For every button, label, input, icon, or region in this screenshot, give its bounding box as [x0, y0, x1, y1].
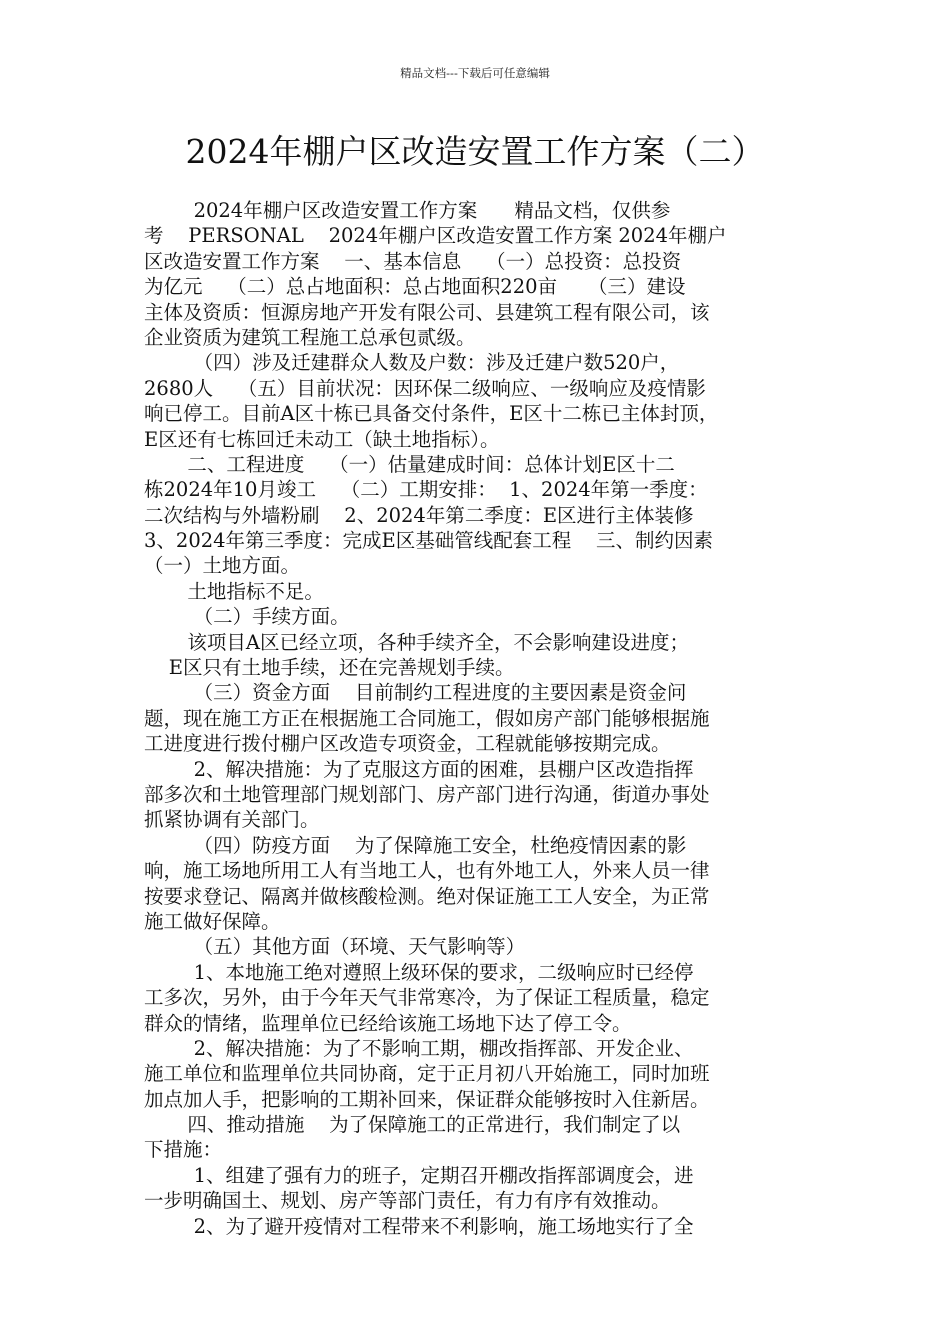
text-line: （二）手续方面。 — [144, 605, 350, 629]
text-line: 该项目A区已经立项，各种手续齐全，不会影响建设进度； — [144, 630, 689, 654]
text-line: 响已停工。目前A区十栋已具备交付条件，E区十二栋已主体封顶， — [144, 402, 719, 426]
text-line: 企业资质为建筑工程施工总承包贰级。 — [144, 325, 476, 349]
text-line: 工进度进行拨付棚户区改造专项资金，工程就能够按期完成。 — [144, 732, 671, 756]
text-line: 施工单位和监理单位共同协商，定于正月初八开始施工，同时加班 — [144, 1062, 710, 1086]
text-line: 二次结构与外墙粉刷 2、2024年第二季度：E区进行主体装修 — [144, 503, 694, 527]
text-line: 考 PERSONAL 2024年棚户区改造安置工作方案 2024年棚户 — [144, 224, 727, 248]
text-line: E区只有土地手续，还在完善规划手续。 — [144, 656, 515, 680]
document-body — [144, 198, 812, 1239]
text-line: （五）其他方面（环境、天气影响等） — [144, 935, 526, 959]
text-line: 群众的情绪，监理单位已经给该施工场地下达了停工令。 — [144, 1011, 632, 1035]
text-line: 1、本地施工绝对遵照上级环保的要求，二级响应时已经停 — [144, 960, 694, 984]
text-line: 3、2024年第三季度：完成E区基础管线配套工程 三、制约因素 — [144, 529, 714, 553]
text-line: 加点加人手，把影响的工期补回来，保证群众能够按时入住新居。 — [144, 1087, 710, 1111]
text-line: E区还有七栋回迁未动工（缺土地指标）。 — [144, 427, 500, 451]
text-line: （四）涉及迁建群众人数及户数：涉及迁建户数520户， — [144, 351, 680, 375]
text-line: 抓紧协调有关部门。 — [144, 808, 320, 832]
text-line: 按要求登记、隔离并做核酸检测。绝对保证施工工人安全，为正常 — [144, 884, 710, 908]
text-line: （一）土地方面。 — [144, 554, 301, 578]
document-title: 2024年棚户区改造安置工作方案（二） — [185, 132, 765, 171]
text-line: 土地指标不足。 — [144, 579, 324, 603]
text-line: （四）防疫方面 为了保障施工安全，杜绝疫情因素的影 — [144, 833, 687, 857]
text-line: 2024年棚户区改造安置工作方案 精品文档，仅供参 — [144, 199, 671, 222]
text-line: 2、解决措施：为了克服这方面的困难，县棚户区改造指挥 — [144, 757, 694, 781]
text-line: 四、推动措施 为了保障施工的正常进行，我们制定了以 — [144, 1113, 681, 1137]
text-line: 题，现在施工方正在根据施工合同施工，假如房产部门能够根据施 — [144, 706, 710, 730]
text-line: 2680人 （五）目前状况：因环保二级响应、一级响应及疫情影 — [144, 376, 706, 400]
text-line: 栋2024年10月竣工 （二）工期安排： 1、2024年第一季度： — [144, 478, 708, 502]
text-line: 响，施工场地所用工人有当地工人，也有外地工人，外来人员一律 — [144, 859, 710, 883]
text-line: 1、组建了强有力的班子，定期召开棚改指挥部调度会，进 — [144, 1163, 694, 1187]
text-line: 施工做好保障。 — [144, 909, 281, 933]
text-line: 部多次和土地管理部门规划部门、房产部门进行沟通，街道办事处 — [144, 782, 710, 806]
text-line: 二、工程进度 （一）估量建成时间：总体计划E区十二 — [144, 452, 675, 476]
text-line: 下措施： — [144, 1138, 223, 1162]
text-line: 主体及资质：恒源房地产开发有限公司、县建筑工程有限公司，该 — [144, 300, 710, 324]
text-line: 为亿元 （二）总占地面积：总占地面积220亩 （三）建设 — [144, 275, 686, 299]
text-line: 2、解决措施：为了不影响工期，棚改指挥部、开发企业、 — [144, 1036, 694, 1060]
text-line: （三）资金方面 目前制约工程进度的主要因素是资金问 — [144, 681, 687, 705]
text-line: 一步明确国土、规划、房产等部门责任，有力有序有效推动。 — [144, 1189, 671, 1213]
text-line: 工多次，另外，由于今年天气非常寒冷，为了保证工程质量，稳定 — [144, 986, 710, 1010]
text-line: 2、为了避开疫情对工程带来不利影响，施工场地实行了全 — [144, 1214, 694, 1238]
text-line: 区改造安置工作方案 一、基本信息 （一）总投资：总投资 — [144, 249, 682, 273]
header-watermark: 精品文档---下载后可任意编辑 — [400, 66, 550, 80]
